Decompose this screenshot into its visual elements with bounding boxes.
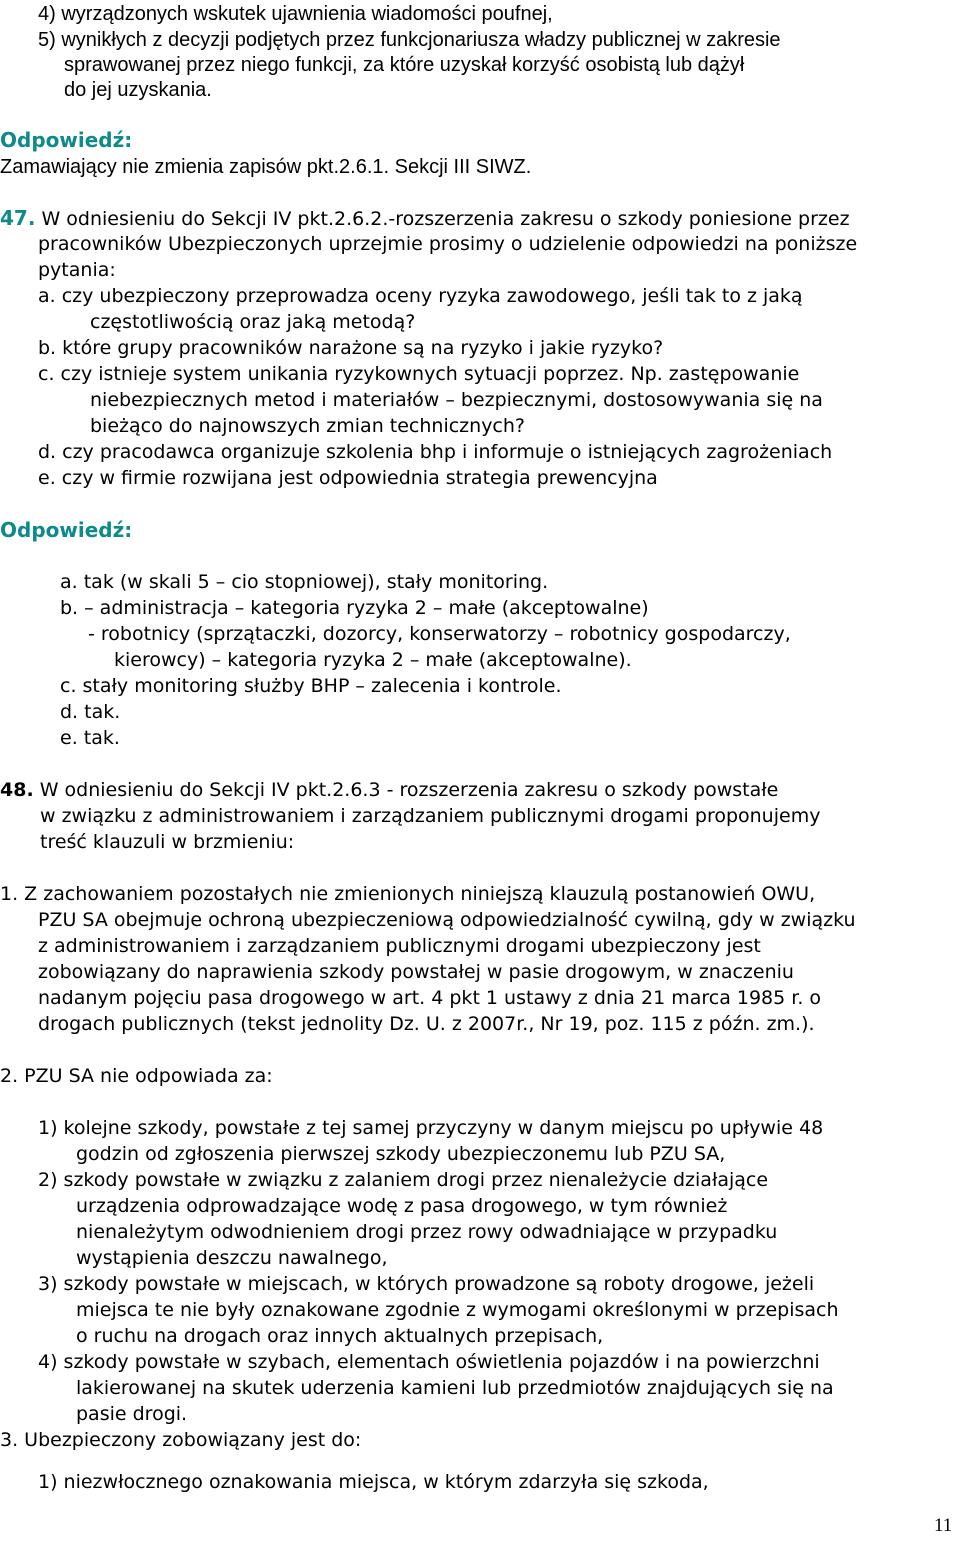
question-text: pytania: xyxy=(38,259,116,281)
question-item: c. czy istnieje system unikania ryzykownych sytuacji poprzez. Np. zastępowanie xyxy=(38,363,800,385)
clause-paragraph: zobowiązany do naprawienia szkody powstałej w pasie drogowym, w znaczeniu xyxy=(38,961,794,983)
clause-item-continuation: miejsca te nie były oznakowane zgodnie z wymogami określonymi w przepisach xyxy=(76,1299,839,1321)
clause-item-continuation: o ruchu na drogach oraz innych aktualnych przepisach, xyxy=(76,1325,604,1347)
answer-item: c. stały monitoring służby BHP – zalecenia i kontrole. xyxy=(60,675,562,697)
question-text: W odniesieniu do Sekcji IV pkt.2.6.3 - rozszerzenia zakresu o szkody powstałe xyxy=(33,779,779,801)
question-text: W odniesieniu do Sekcji IV pkt.2.6.2.-rozszerzenia zakresu o szkody poniesione przez xyxy=(35,208,850,230)
answer-item: a. tak (w skali 5 – cio stopniowej), stały monitoring. xyxy=(60,571,549,593)
clause-paragraph: 1. Z zachowaniem pozostałych nie zmienionych niniejszą klauzulą postanowień OWU, xyxy=(0,883,816,905)
page-number: 11 xyxy=(934,1515,953,1536)
answer-item: b. – administracja – kategoria ryzyka 2 – małe (akceptowalne) xyxy=(60,597,649,619)
question-text: pracowników Ubezpieczonych uprzejmie prosimy o udzielenie odpowiedzi na poniższe xyxy=(38,233,858,255)
clause-paragraph: nadanym pojęciu pasa drogowego w art. 4 pkt 1 ustawy z dnia 21 marca 1985 r. o xyxy=(38,987,822,1009)
answer-item: d. tak. xyxy=(60,701,121,723)
answer-item-continuation: kierowcy) – kategoria ryzyka 2 – małe (akceptowalne). xyxy=(114,649,632,671)
clause-item-continuation: pasie drogi. xyxy=(76,1403,188,1425)
question-item-continuation: bieżąco do najnowszych zmian technicznych? xyxy=(90,415,526,437)
question-item: b. które grupy pracowników narażone są na ryzyko i jakie ryzyko? xyxy=(38,337,664,359)
answer-text: Zamawiający nie zmienia zapisów pkt.2.6.1. Sekcji III SIWZ. xyxy=(0,156,532,178)
list-item-continuation: sprawowanej przez niego funkcji, za które uzyskał korzyść osobistą lub dążył xyxy=(64,54,745,76)
question-item: a. czy ubezpieczony przeprowadza oceny ryzyka zawodowego, jeśli tak to z jaką xyxy=(38,285,803,307)
clause-item-continuation: nienależytym odwodnieniem drogi przez rowy odwadniające w przypadku xyxy=(76,1221,778,1243)
list-item-continuation: do jej uzyskania. xyxy=(64,79,212,101)
clause-item-continuation: godzin od zgłoszenia pierwszej szkody ubezpieczonemu lub PZU SA, xyxy=(76,1143,726,1165)
question-number: 47. xyxy=(0,206,36,230)
answer-heading: Odpowiedź: xyxy=(0,128,133,152)
clause-paragraph: PZU SA obejmuje ochroną ubezpieczeniową odpowiedzialność cywilną, gdy w związku xyxy=(38,909,856,931)
question-47 xyxy=(0,206,850,231)
clause-heading: 2. PZU SA nie odpowiada za: xyxy=(0,1065,273,1087)
question-item: e. czy w firmie rozwijana jest odpowiednia strategia prewencyjna xyxy=(38,467,658,489)
answer-heading: Odpowiedź: xyxy=(0,518,133,542)
clause-item-continuation: lakierowanej na skutek uderzenia kamieni lub przedmiotów znajdujących się na xyxy=(76,1377,834,1399)
question-item-continuation: częstotliwością oraz jaką metodą? xyxy=(90,311,416,333)
clause-heading: 3. Ubezpieczony zobowiązany jest do: xyxy=(0,1429,362,1451)
question-text: w związku z administrowaniem i zarządzaniem publicznymi drogami proponujemy xyxy=(40,805,821,827)
question-text: treść klauzuli w brzmieniu: xyxy=(40,831,295,853)
question-number: 48. xyxy=(0,779,34,801)
clause-item: 2) szkody powstałe w związku z zalaniem drogi przez nienależycie działające xyxy=(38,1169,769,1191)
list-item: 4) wyrządzonych wskutek ujawnienia wiadomości poufnej, xyxy=(38,3,553,25)
clause-item-continuation: wystąpienia deszczu nawalnego, xyxy=(76,1247,388,1269)
list-item: 5) wynikłych z decyzji podjętych przez funkcjonariusza władzy publicznej w zakresie xyxy=(38,29,781,51)
question-item: d. czy pracodawca organizuje szkolenia bhp i informuje o istniejących zagrożeniach xyxy=(38,441,833,463)
clause-item: 1) kolejne szkody, powstałe z tej samej przyczyny w danym miejscu po upływie 48 xyxy=(38,1117,824,1139)
clause-item: 4) szkody powstałe w szybach, elementach oświetlenia pojazdów i na powierzchni xyxy=(38,1351,820,1373)
answer-item-continuation: - robotnicy (sprzątaczki, dozorcy, konserwatorzy – robotnicy gospodarczy, xyxy=(88,623,791,645)
clause-item: 1) niezwłocznego oznakowania miejsca, w którym zdarzyła się szkoda, xyxy=(38,1471,709,1493)
clause-item: 3) szkody powstałe w miejscach, w których prowadzone są roboty drogowe, jeżeli xyxy=(38,1273,815,1295)
clause-paragraph: drogach publicznych (tekst jednolity Dz. U. z 2007r., Nr 19, poz. 115 z późn. zm.). xyxy=(38,1013,815,1035)
answer-item: e. tak. xyxy=(60,727,120,749)
clause-item-continuation: urządzenia odprowadzające wodę z pasa drogowego, w tym również xyxy=(76,1195,728,1217)
question-item-continuation: niebezpiecznych metod i materiałów – bezpiecznymi, dostosowywania się na xyxy=(90,389,823,411)
clause-paragraph: z administrowaniem i zarządzaniem publicznymi drogami ubezpieczony jest xyxy=(38,935,761,957)
question-48 xyxy=(0,778,778,802)
